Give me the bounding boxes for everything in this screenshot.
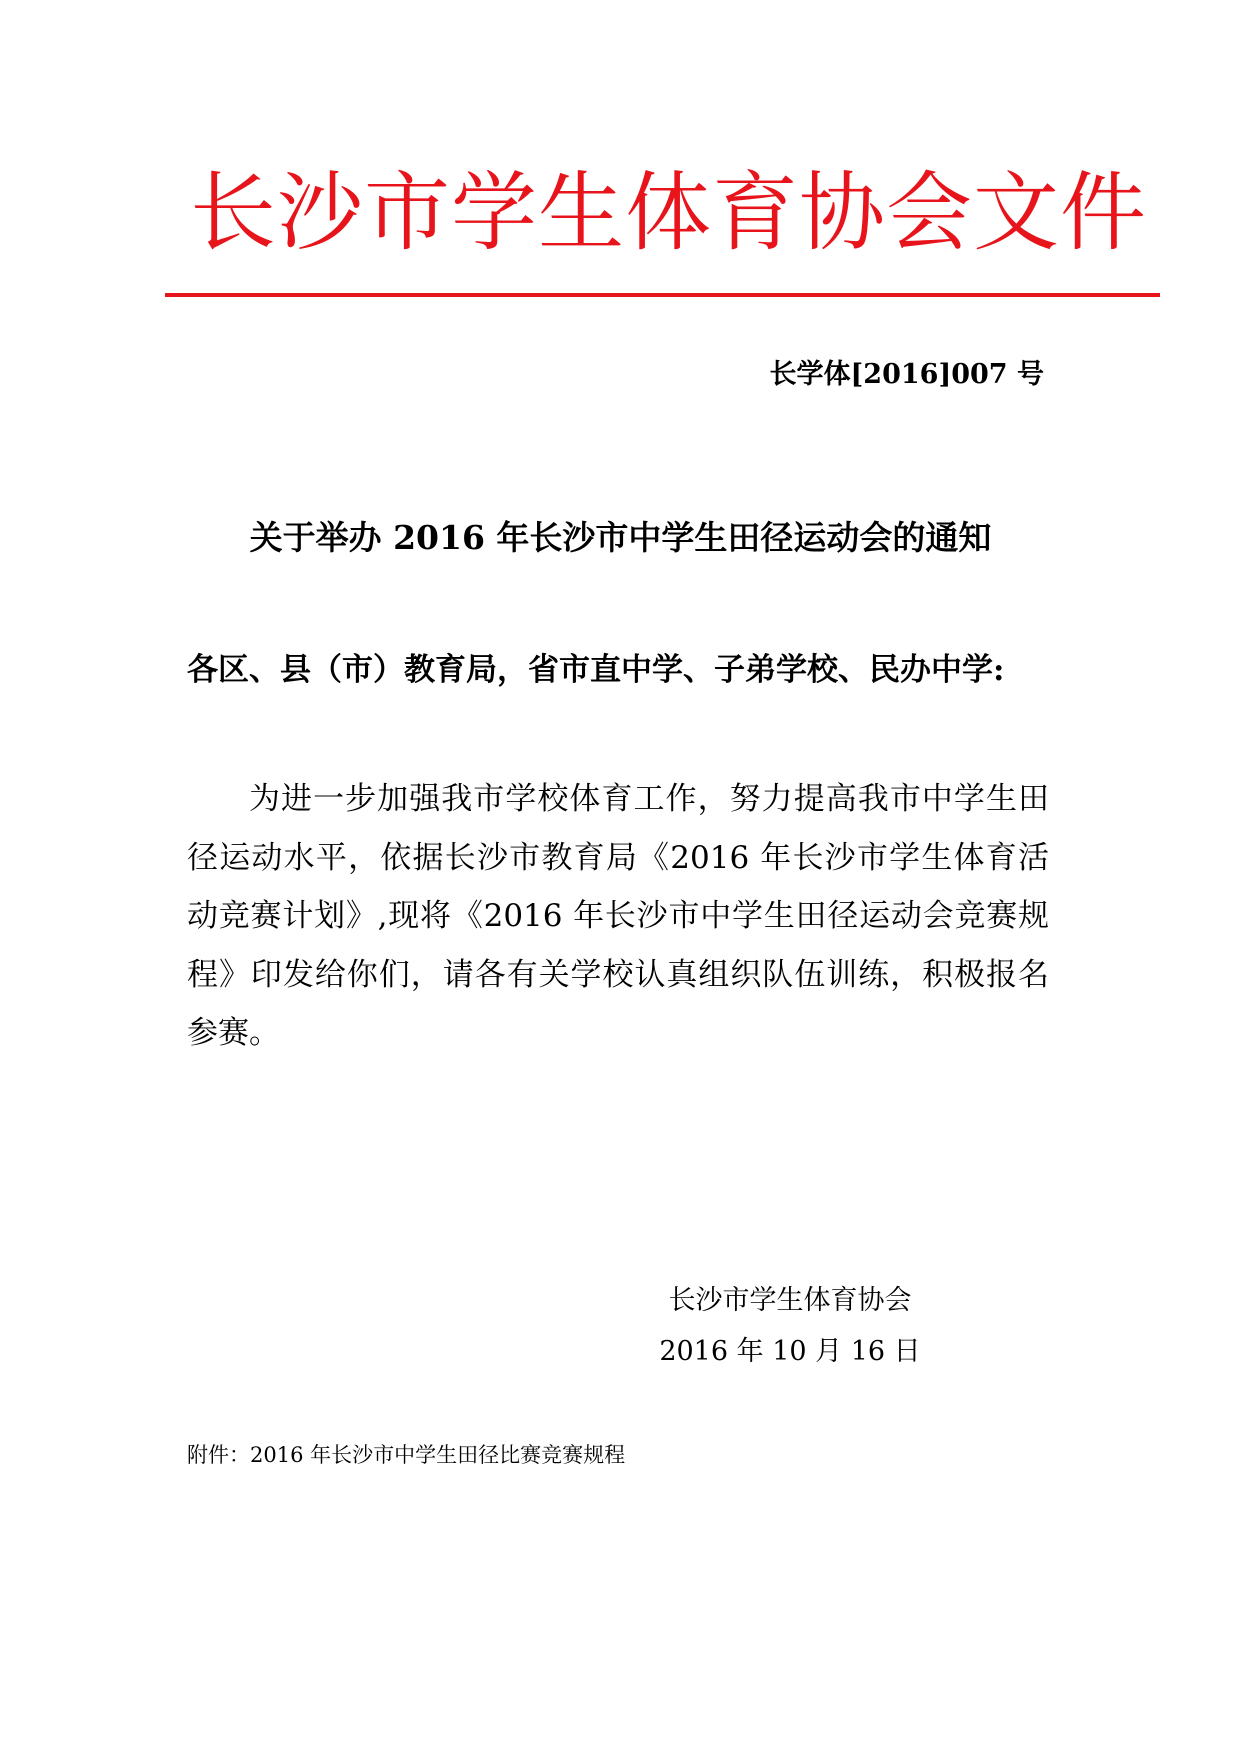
notice-title: 关于举办 2016 年长沙市中学生田径运动会的通知 xyxy=(249,518,992,557)
attachment-line: 附件：2016 年长沙市中学生田径比赛竞赛规程 xyxy=(187,1443,626,1467)
signature-organization: 长沙市学生体育协会 xyxy=(668,1285,912,1316)
document-number: 长学体[2016]007 号 xyxy=(769,359,1044,390)
org-header: 长沙市学生体育协会文件 xyxy=(190,163,1147,263)
recipients-salutation: 各区、县（市）教育局，省市直中学、子弟学校、民办中学: xyxy=(187,652,1005,688)
header-rule xyxy=(165,293,1160,297)
body-paragraph: 为进一步加强我市学校体育工作，努力提高我市中学生田径运动水平，依据长沙市教育局《2016 年长沙市学生体育活动竞赛计划》,现将《2016 年长沙市中学生田径运动会竞赛规程》印发给你们，请各有关学校认真组织队伍训练，积极报名参赛。 xyxy=(187,781,1049,1051)
signature-date: 2016 年 10 月 16 日 xyxy=(659,1336,921,1367)
